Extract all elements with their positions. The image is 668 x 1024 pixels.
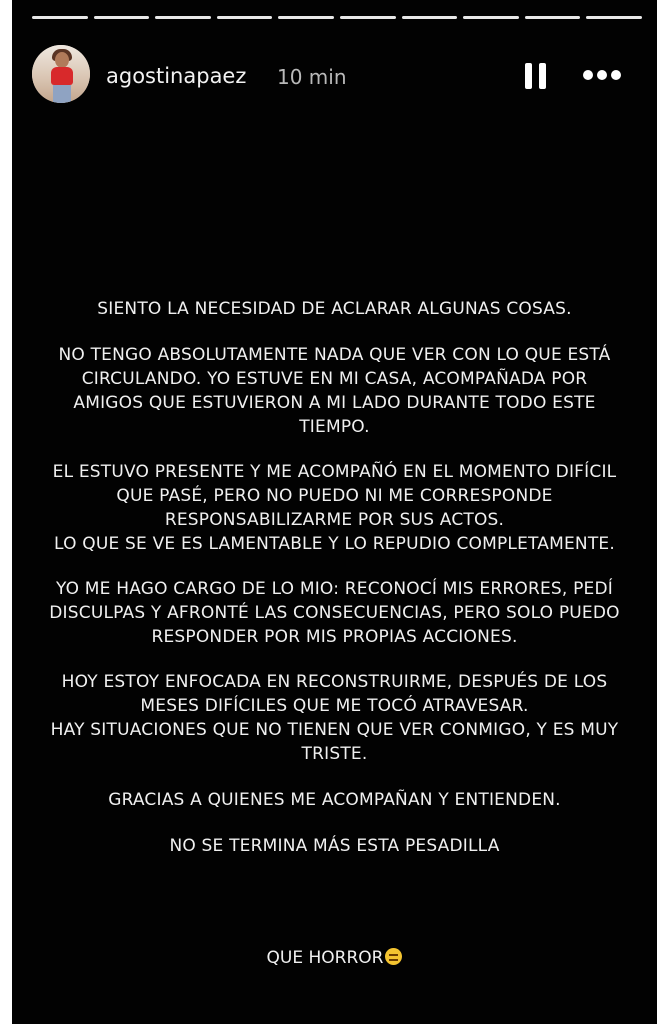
closing-line	[12, 946, 657, 970]
progress-segment	[525, 16, 581, 19]
message-paragraph: SIENTO LA NECESIDAD DE ACLARAR ALGUNAS COSAS.	[97, 299, 572, 319]
closing-text: QUE HORROR	[266, 948, 384, 968]
progress-segment	[586, 16, 642, 19]
message-paragraph: GRACIAS A QUIENES ME ACOMPAÑAN Y ENTIENDEN.	[108, 790, 561, 810]
progress-segment	[32, 16, 88, 19]
progress-segment	[155, 16, 211, 19]
story-progress-bar	[32, 16, 642, 19]
progress-segment	[463, 16, 519, 19]
username[interactable]: agostinapaez	[106, 64, 247, 88]
tired-face-icon	[385, 948, 402, 965]
progress-segment	[94, 16, 150, 19]
story-time: 10 min	[277, 65, 347, 89]
message-paragraph: YO ME HAGO CARGO DE LO MIO: RECONOCÍ MIS ERRORES, PEDÍ DISCULPAS Y AFRONTÉ LAS CONSECUENCIAS, PERO SOLO PUEDO RESPONDER POR MIS PROPIAS ACCIONES.	[49, 579, 620, 647]
more-options-icon[interactable]	[583, 70, 621, 82]
message-paragraph: EL ESTUVO PRESENTE Y ME ACOMPAÑÓ EN EL MOMENTO DIFÍCIL QUE PASÉ, PERO NO PUEDO NI ME CORRESPONDE RESPONSABILIZARME POR SUS ACTOS. LO QUE SE VE ES LAMENTABLE Y LO REPUDIO COMPLETAMENTE.	[52, 462, 617, 554]
avatar[interactable]	[32, 45, 90, 103]
progress-segment	[340, 16, 396, 19]
story-viewer	[12, 0, 657, 1024]
progress-segment	[278, 16, 334, 19]
message-paragraph: NO TENGO ABSOLUTAMENTE NADA QUE VER CON LO QUE ESTÁ CIRCULANDO. YO ESTUVE EN MI CASA, ACOMPAÑADA POR AMIGOS QUE ESTUVIERON A MI LADO DURANTE TODO ESTE TIEMPO.	[58, 345, 611, 437]
progress-segment	[217, 16, 273, 19]
message-paragraph: HOY ESTOY ENFOCADA EN RECONSTRUIRME, DESPUÉS DE LOS MESES DIFÍCILES QUE ME TOCÓ ATRAVESAR. HAY SITUACIONES QUE NO TIENEN QUE VER CONMIGO, Y ES MUY TRISTE.	[50, 672, 619, 764]
progress-segment	[402, 16, 458, 19]
pause-icon[interactable]	[525, 63, 547, 89]
message-paragraph: NO SE TERMINA MÁS ESTA PESADILLA	[169, 836, 500, 856]
